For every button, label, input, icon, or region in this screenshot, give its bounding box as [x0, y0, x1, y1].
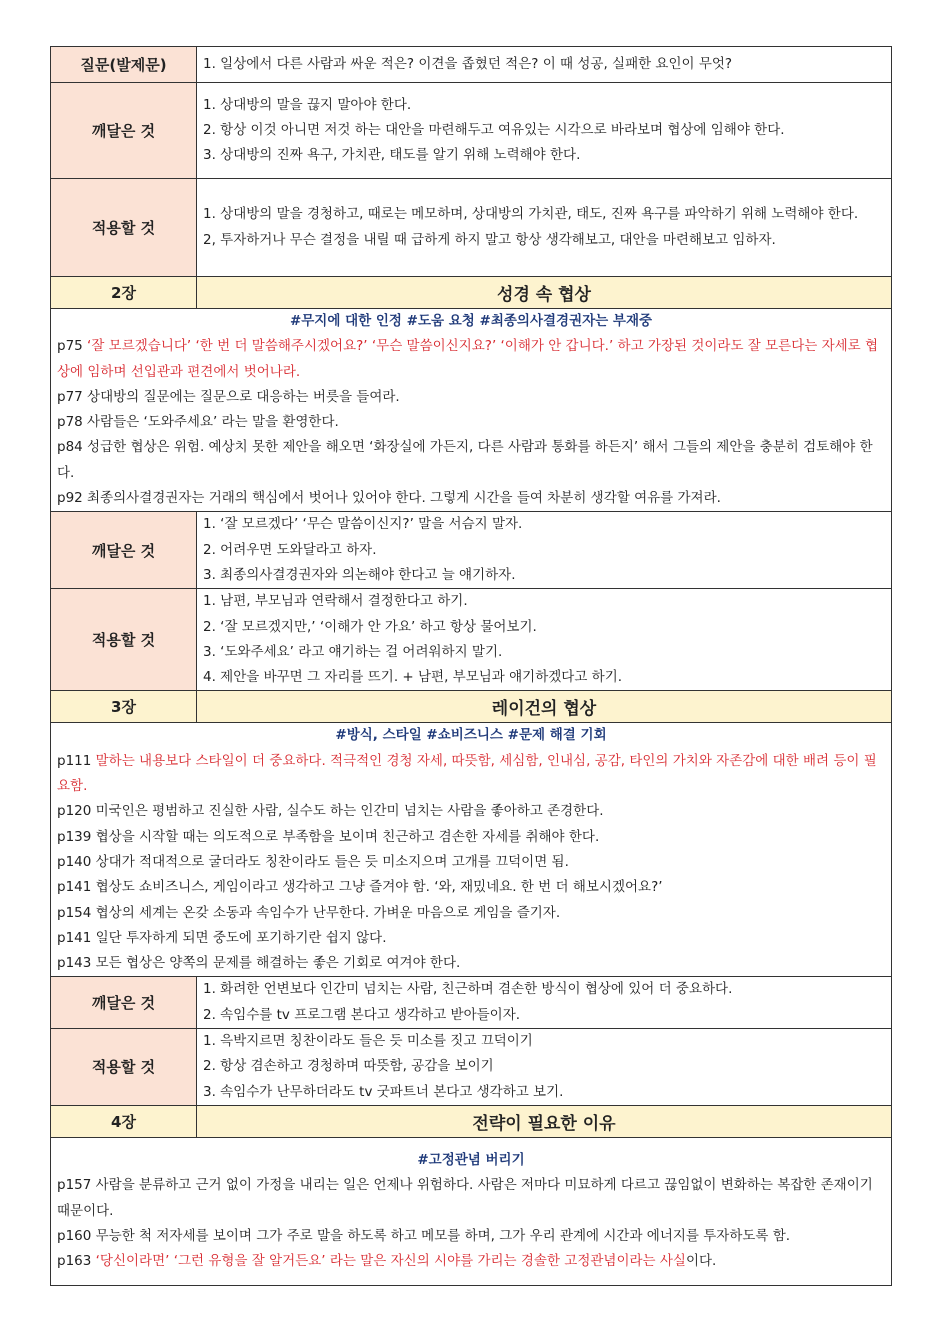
list-item: 4. 제안을 바꾸면 그 자리를 뜨기. + 남편, 부모님과 얘기하겠다고 하기.	[203, 669, 623, 686]
note: p139 협상을 시작할 때는 의도적으로 부족함을 보이며 친근하고 겸손한 자세를 취해야 한다.	[57, 828, 600, 845]
list-item: 3. 상대방의 진짜 욕구, 가치관, 태도를 알기 위해 노력해야 한다.	[203, 147, 581, 164]
list-item: 1. 화려한 언변보다 인간미 넘치는 사람, 친근하며 겸손한 방식이 협상에 있어 더 중요하다.	[203, 981, 733, 998]
chapter-2-notes-row	[51, 309, 892, 512]
chapter-2-realized-row	[51, 512, 892, 589]
chapter-2-realized-list	[197, 512, 892, 589]
note: p141 협상도 쇼비즈니스, 게임이라고 생각하고 그냥 즐겨야 함. ‘와, 재밌네요. 한 번 더 해보시겠어요?’	[57, 879, 663, 896]
chapter-4-number: 4장	[51, 1105, 197, 1137]
note: p154 협상의 세계는 온갖 소동과 속임수가 난무한다. 가벼운 마음으로 게임을 즐기자.	[57, 904, 561, 921]
chapter-4-header	[51, 1105, 892, 1137]
note-p75	[57, 334, 885, 385]
note: p141 일단 투자하게 되면 중도에 포기하기란 쉽지 않다.	[57, 929, 387, 946]
intro-realized-list	[197, 83, 892, 179]
chapter-3-notes	[51, 723, 892, 977]
intro-apply-label: 적용할 것	[51, 179, 197, 277]
page-ref: p75	[57, 338, 88, 355]
chapter-4-title: 전략이 필요한 이유	[197, 1105, 892, 1137]
list-item: 3. ‘도와주세요’ 라고 얘기하는 걸 어려워하지 말기.	[203, 643, 503, 660]
note: p78 사람들은 ‘도와주세요’ 라는 말을 환영한다.	[57, 414, 339, 431]
note: p157 사람을 분류하고 근거 없이 가정을 내리는 일은 언제나 위험하다. 사람은 저마다 미묘하게 다르고 끊임없이 변화하는 복잡한 존재이기 때문이다.	[57, 1177, 873, 1219]
list-item: 2. 항상 겸손하고 경청하며 따뜻함, 공감을 보이기	[203, 1058, 494, 1075]
chapter-2-notes	[51, 309, 892, 512]
chapter-3-notes-row	[51, 723, 892, 977]
note: p143 모든 협상은 양쪽의 문제를 해결하는 좋은 기회로 여겨야 한다.	[57, 955, 461, 972]
page-ref: p111	[57, 752, 96, 769]
note: p77 상대방의 질문에는 질문으로 대응하는 버릇을 들여라.	[57, 388, 400, 405]
chapter-4-tags: #고정관념 버리기	[417, 1152, 525, 1169]
chapter-3-title: 레이건의 협상	[197, 691, 892, 723]
chapter-2-apply-label: 적용할 것	[51, 589, 197, 691]
list-item: 2, 투자하거나 무슨 결정을 내릴 때 급하게 하지 말고 항상 생각해보고, 대안을 마련해보고 임하자.	[203, 231, 776, 248]
list-item: 2. 어려우면 도와달라고 하자.	[203, 541, 377, 558]
chapter-4-notes	[51, 1137, 892, 1285]
question-row	[51, 47, 892, 83]
note: p84 성급한 협상은 위험. 예상치 못한 제안을 해오면 ‘화장실에 가든지, 다른 사람과 통화를 하든지’ 해서 그들의 제안을 충분히 검토해야 한다.	[57, 439, 873, 481]
intro-apply-row	[51, 179, 892, 277]
note-p163	[57, 1249, 885, 1274]
chapter-2-realized-label: 깨달은 것	[51, 512, 197, 589]
list-item: 2. 항상 이것 아니면 저것 하는 대안을 마련해두고 여유있는 시각으로 바라보며 협상에 임해야 한다.	[203, 121, 785, 138]
list-item: 3. 속임수가 난무하더라도 tv 굿파트너 본다고 생각하고 보기.	[203, 1083, 564, 1100]
note: p92 최종의사결경권자는 거래의 핵심에서 벗어나 있어야 한다. 그렇게 시간을 들여 차분히 생각할 여유를 가져라.	[57, 490, 721, 507]
note: p120 미국인은 평범하고 진실한 사람, 실수도 하는 인간미 넘치는 사람을 좋아하고 존경한다.	[57, 803, 604, 820]
document	[50, 46, 892, 1286]
summary-table	[50, 46, 892, 1286]
question-label: 질문(발제문)	[51, 47, 197, 83]
list-item: 1. 남편, 부모님과 연락해서 결정한다고 하기.	[203, 593, 468, 610]
intro-apply-list	[197, 179, 892, 277]
chapter-3-realized-list	[197, 977, 892, 1029]
chapter-2-apply-list	[197, 589, 892, 691]
chapter-3-realized-label: 깨달은 것	[51, 977, 197, 1029]
chapter-3-header	[51, 691, 892, 723]
chapter-3-apply-row	[51, 1029, 892, 1106]
chapter-2-title: 성경 속 협상	[197, 277, 892, 309]
chapter-2-tags: #무지에 대한 인정 #도움 요청 #최종의사결경권자는 부재중	[289, 313, 653, 329]
page-ref: p163	[57, 1253, 96, 1270]
list-item: 3. 최종의사결경권자와 의논해야 한다고 늘 얘기하자.	[203, 566, 516, 583]
list-item: 1. 상대방의 말을 경청하고, 때로는 메모하며, 상대방의 가치관, 태도, 진짜 욕구를 파악하기 위해 노력해야 한다.	[203, 206, 859, 223]
highlight-text: ‘당신이라면’ ‘그런 유형을 잘 알거든요’ 라는 말은 자신의 시야를 가리는 경솔한 고정관념이라는 사실	[95, 1253, 686, 1270]
chapter-3-number: 3장	[51, 691, 197, 723]
note: p140 상대가 적대적으로 굴더라도 칭찬이라도 들은 듯 미소지으며 고개를 끄덕이면 됨.	[57, 853, 569, 870]
chapter-3-realized-row	[51, 977, 892, 1029]
chapter-3-apply-label: 적용할 것	[51, 1029, 197, 1106]
chapter-4-notes-row	[51, 1137, 892, 1285]
note: p160 무능한 척 저자세를 보이며 그가 주로 말을 하도록 하고 메모를 하며, 그가 우리 관계에 시간과 에너지를 투자하도록 함.	[57, 1228, 791, 1245]
note-tail: 이다.	[685, 1253, 717, 1270]
chapter-3-apply-list	[197, 1029, 892, 1106]
highlight-text: ‘잘 모르겠습니다’ ‘한 번 더 말씀해주시겠어요?’ ‘무슨 말씀이신지요?’ ‘이해가 안 갑니다.’ 하고 가장된 것이라도 잘 모른다는 자세로 협상에 임하며 선입관과 편견에서 벗어나라.	[57, 338, 879, 380]
chapter-2-apply-row	[51, 589, 892, 691]
chapter-2-number: 2장	[51, 277, 197, 309]
list-item: 1. 상대방의 말을 끊지 말아야 한다.	[203, 96, 412, 113]
question-text: 1. 일상에서 다른 사람과 싸운 적은? 이견을 좁혔던 적은? 이 때 성공, 실패한 요인이 무엇?	[197, 47, 892, 83]
chapter-3-tags: #방식, 스타일 #쇼비즈니스 #문제 해결 기회	[335, 727, 607, 744]
list-item: 1. 윽박지르면 칭찬이라도 들은 듯 미소를 짓고 끄덕이기	[203, 1033, 533, 1050]
list-item: 2. ‘잘 모르겠지만,’ ‘이해가 안 가요’ 하고 항상 물어보기.	[203, 618, 537, 635]
intro-realized-row	[51, 83, 892, 179]
intro-realized-label: 깨달은 것	[51, 83, 197, 179]
chapter-2-header	[51, 277, 892, 309]
note-p111	[57, 749, 885, 800]
list-item: 1. ‘잘 모르겠다’ ‘무슨 말씀이신지?’ 말을 서슴지 말자.	[203, 516, 523, 533]
list-item: 2. 속임수를 tv 프로그램 본다고 생각하고 받아들이자.	[203, 1006, 521, 1023]
highlight-text: 말하는 내용보다 스타일이 더 중요하다. 적극적인 경청 자세, 따뜻함, 세심함, 인내심, 공감, 타인의 가치와 자존감에 대한 배려 등이 필요함.	[57, 752, 877, 795]
